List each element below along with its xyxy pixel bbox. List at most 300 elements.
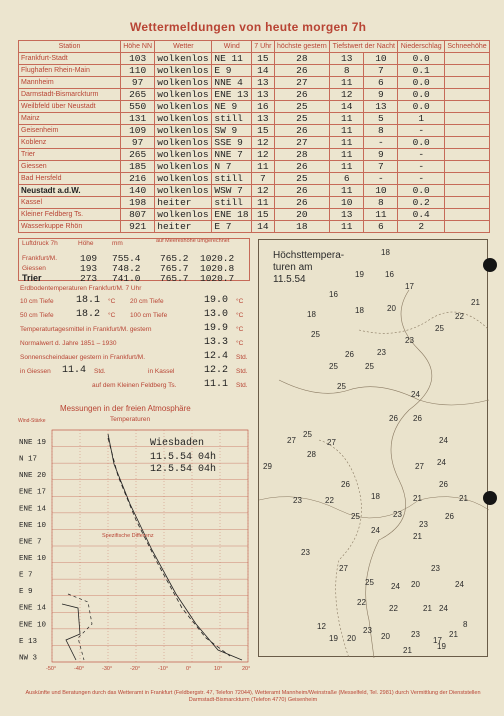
table-row (19, 65, 490, 77)
weather-value: wolkenlos (155, 149, 212, 161)
temp-min: 13 (330, 53, 364, 65)
map-temperature-value: 25 (329, 362, 338, 371)
map-temperature-value: 26 (341, 480, 350, 489)
table-row (19, 113, 490, 125)
precip-value: 0.0 (398, 77, 445, 89)
snow-value (444, 125, 489, 137)
map-temperature-value: 25 (337, 382, 346, 391)
map-temperature-value: 26 (439, 480, 448, 489)
wind-value: SW 9 (212, 125, 252, 137)
map-temperature-value: 25 (365, 362, 374, 371)
station-name: Wasserkuppe Rhön (19, 221, 121, 233)
aero-date-1: 11.5.54 04h (150, 452, 217, 463)
wind-level-label: N 17 (19, 455, 38, 464)
map-temperature-value: 21 (449, 630, 458, 639)
x-tick-label: -20° (130, 666, 141, 672)
table-row (19, 101, 490, 113)
wind-level-label: E 13 (19, 637, 38, 646)
map-temperature-value: 20 (411, 580, 420, 589)
wind-value: NE 9 (212, 101, 252, 113)
giessen-label: in Giessen (20, 368, 51, 375)
temp-7h: 16 (252, 101, 274, 113)
giessen-unit: Std. (94, 368, 106, 375)
precip-value: - (398, 125, 445, 137)
wind-value: still (212, 173, 252, 185)
col-min: Tiefstwert der Nacht (330, 41, 398, 53)
map-temperature-value: 25 (311, 330, 320, 339)
sunshine-value: 12.4 (204, 351, 229, 362)
soil-unit-4: °C (236, 312, 244, 319)
station-name: Trier (19, 149, 121, 161)
map-temperature-value: 23 (301, 548, 310, 557)
station-height: 265 (121, 149, 155, 161)
temp-min: 11 (330, 77, 364, 89)
pressure-sea-mb: 1020.2 (200, 253, 235, 264)
map-temperature-value: 26 (345, 350, 354, 359)
temp-min: 11 (330, 125, 364, 137)
temp-min: 11 (330, 221, 364, 233)
wind-level-label: E 7 (19, 571, 33, 580)
temp-7h: 7 (252, 173, 274, 185)
map-temperature-value: 23 (393, 510, 402, 519)
wind-level-label: ENE 14 (19, 604, 47, 613)
weather-value: wolkenlos (155, 89, 212, 101)
x-tick-label: -30° (102, 666, 113, 672)
map-temperature-value: 24 (439, 436, 448, 445)
map-date: 11.5.54 (273, 274, 306, 285)
temp-min: 12 (330, 89, 364, 101)
aero-title: Messungen in der freien Atmosphäre (60, 404, 191, 413)
map-temperature-value: 21 (413, 532, 422, 541)
pressure-sea-mm: 765.7 (160, 263, 189, 274)
map-temperature-value: 24 (411, 390, 420, 399)
temp-min: 11 (330, 185, 364, 197)
pressure-station: Trier (22, 273, 42, 283)
table-row (19, 161, 490, 173)
temperature-map (258, 239, 488, 657)
pressure-height: 193 (80, 263, 98, 274)
temp-min-ground: 7 (364, 161, 398, 173)
map-temperature-value: 27 (339, 564, 348, 573)
precip-value: 0.0 (398, 89, 445, 101)
snow-value (444, 53, 489, 65)
station-name: Giessen (19, 161, 121, 173)
temp-min-ground: - (364, 137, 398, 149)
pressure-mm: 748.2 (112, 263, 141, 274)
station-height: 109 (121, 125, 155, 137)
weather-value: wolkenlos (155, 161, 212, 173)
weather-value: wolkenlos (155, 173, 212, 185)
wind-value: E 9 (212, 65, 252, 77)
map-temperature-value: 17 (405, 282, 414, 291)
station-height: 921 (121, 221, 155, 233)
pressure-height-header: Höhe (78, 240, 94, 247)
station-name: Weilbfeld über Neustadt (19, 101, 121, 113)
temp-7h: 12 (252, 137, 274, 149)
map-temperature-value: 23 (419, 520, 428, 529)
temp-max: 26 (274, 65, 330, 77)
temp-min: 14 (330, 101, 364, 113)
temp-min-ground: 8 (364, 125, 398, 137)
map-temperature-value: 26 (413, 414, 422, 423)
station-height: 140 (121, 185, 155, 197)
map-temperature-value: 23 (431, 564, 440, 573)
weather-value: wolkenlos (155, 209, 212, 221)
col-snow: Schneehöhe (444, 41, 489, 53)
weather-value: wolkenlos (155, 185, 212, 197)
soil-50cm-label: 50 cm Tiefe (20, 312, 54, 319)
temp-max: 18 (274, 221, 330, 233)
snow-value (444, 173, 489, 185)
weather-value: wolkenlos (155, 65, 212, 77)
temp-max: 28 (274, 149, 330, 161)
table-row (19, 125, 490, 137)
precip-value: 0.4 (398, 209, 445, 221)
feldberg-label: auf dem Kleinen Feldberg Ts. (92, 382, 177, 389)
temp-min-ground: 5 (364, 113, 398, 125)
kassel-label: in Kassel (148, 368, 175, 375)
temp-7h: 15 (252, 209, 274, 221)
normal-unit: °C (236, 340, 244, 347)
soil-10cm-value: 18.1 (76, 295, 101, 306)
diff-line-2 (68, 594, 92, 660)
wind-level-label: NNE 20 (19, 472, 47, 481)
temp-min: 13 (330, 209, 364, 221)
col-max: höchste gestern (274, 41, 330, 53)
temp-min: 11 (330, 113, 364, 125)
map-temperature-value: 24 (391, 582, 400, 591)
wind-level-label: E 9 (19, 588, 33, 597)
temp-min-ground: 13 (364, 101, 398, 113)
snow-value (444, 221, 489, 233)
precip-value: 0.0 (398, 185, 445, 197)
station-height: 265 (121, 89, 155, 101)
station-height: 97 (121, 137, 155, 149)
station-name: Geisenheim (19, 125, 121, 137)
sunshine-unit: Std. (236, 354, 248, 361)
map-temperature-value: 18 (355, 306, 364, 315)
temp-max: 26 (274, 125, 330, 137)
snow-value (444, 113, 489, 125)
map-temperature-value: 20 (381, 632, 390, 641)
precip-value: 0.0 (398, 137, 445, 149)
temp-7h: 11 (252, 161, 274, 173)
table-row (19, 173, 490, 185)
map-temperature-value: 18 (381, 248, 390, 257)
pressure-sea-header: auf Meereshöhe umgerechnet (156, 238, 230, 244)
station-name: Mainz (19, 113, 121, 125)
map-temperature-value: 24 (455, 580, 464, 589)
pressure-mm-header: mm (112, 240, 123, 247)
temp-min-ground: 10 (364, 185, 398, 197)
pressure-mm: 755.4 (112, 253, 141, 264)
station-name: Kassel (19, 197, 121, 209)
pressure-station: Giessen (22, 265, 46, 272)
temp-min-ground: 9 (364, 89, 398, 101)
snow-value (444, 137, 489, 149)
map-temperature-value: 27 (415, 462, 424, 471)
temp-min: 11 (330, 137, 364, 149)
map-temperature-value: 20 (347, 634, 356, 643)
temp-7h: 15 (252, 53, 274, 65)
map-temperature-value: 27 (287, 436, 296, 445)
soil-20cm-label: 20 cm Tiefe (130, 298, 164, 305)
weather-value: wolkenlos (155, 77, 212, 89)
weather-value: heiter (155, 221, 212, 233)
temp-max: 27 (274, 137, 330, 149)
map-temperature-value: 29 (263, 462, 272, 471)
col-station: Station (19, 41, 121, 53)
col-weather: Wetter (155, 41, 212, 53)
temp-max: 25 (274, 101, 330, 113)
wind-value: WSW 7 (212, 185, 252, 197)
weather-value: wolkenlos (155, 137, 212, 149)
aero-date-2: 12.5.54 04h (150, 464, 217, 475)
soil-50cm-value: 18.2 (76, 309, 101, 320)
station-height: 110 (121, 65, 155, 77)
table-row (19, 221, 490, 233)
map-temperature-value: 25 (365, 578, 374, 587)
map-temperature-value: 21 (403, 646, 412, 655)
snow-value (444, 209, 489, 221)
soil-header: Erdbodentemperaturen Frankfurt/M. 7 Uhr (20, 285, 142, 292)
table-row (19, 53, 490, 65)
temp-max: 27 (274, 77, 330, 89)
table-row (19, 77, 490, 89)
kassel-unit: Std. (236, 368, 248, 375)
pressure-sea-mm: 765.7 (160, 273, 189, 284)
station-name: Flughafen Rhein-Main (19, 65, 121, 77)
soil-100cm-label: 100 cm Tiefe (130, 312, 168, 319)
weather-table (18, 40, 490, 233)
weather-value: wolkenlos (155, 125, 212, 137)
station-name: Mannheim (19, 77, 121, 89)
soil-10cm-label: 10 cm Tiefe (20, 298, 54, 305)
temp-7h: 15 (252, 125, 274, 137)
temp-min-ground: 6 (364, 221, 398, 233)
avg-temp-unit: °C (236, 326, 244, 333)
pressure-height: 273 (80, 273, 98, 284)
x-tick-label: 10° (214, 666, 223, 672)
temp-min-ground: 11 (364, 209, 398, 221)
pressure-mm: 741.0 (112, 273, 141, 284)
temp-min: 8 (330, 65, 364, 77)
station-name: Frankfurt-Stadt (19, 53, 121, 65)
map-temperature-value: 25 (303, 430, 312, 439)
table-row (19, 149, 490, 161)
temp-7h: 13 (252, 113, 274, 125)
map-temperature-value: 23 (377, 348, 386, 357)
wind-value: E 7 (212, 221, 252, 233)
temp-min: 11 (330, 161, 364, 173)
col-height: Höhe NN (121, 41, 155, 53)
temp-7h: 13 (252, 89, 274, 101)
wind-value: still (212, 197, 252, 209)
punch-hole-top (483, 258, 497, 272)
station-height: 198 (121, 197, 155, 209)
feldberg-unit: Std. (236, 382, 248, 389)
wind-level-label: ENE 7 (19, 538, 42, 547)
map-temperature-value: 28 (307, 450, 316, 459)
map-temperature-value: 20 (387, 304, 396, 313)
x-tick-label: 0° (186, 666, 192, 672)
normal-value: 13.3 (204, 337, 229, 348)
snow-value (444, 197, 489, 209)
table-row (19, 197, 490, 209)
temp-7h: 11 (252, 197, 274, 209)
temp-min-ground: 6 (364, 77, 398, 89)
temp-min-ground: - (364, 173, 398, 185)
wind-strength-label: Wind-Stärke (18, 418, 46, 424)
map-temperature-value: 25 (351, 512, 360, 521)
map-temperature-value: 21 (459, 494, 468, 503)
x-tick-label: 20° (242, 666, 250, 672)
table-row (19, 209, 490, 221)
col-precip: Niederschlag (398, 41, 445, 53)
wind-level-label: ENE 17 (19, 488, 47, 497)
snow-value (444, 101, 489, 113)
map-borders (259, 240, 489, 658)
col-wind: Wind (212, 41, 252, 53)
precip-value: 0.2 (398, 197, 445, 209)
punch-hole-bottom (483, 491, 497, 505)
map-temperature-value: 23 (405, 336, 414, 345)
kassel-value: 12.2 (204, 365, 229, 376)
temp-min-ground: 10 (364, 53, 398, 65)
temp-max: 26 (274, 185, 330, 197)
wind-value: N 7 (212, 161, 252, 173)
table-row (19, 137, 490, 149)
weather-value: wolkenlos (155, 101, 212, 113)
aero-legend: Spezifische Differenz (102, 533, 154, 539)
footer-note: Auskünfte und Beratungen durch das Wetteramt in Frankfurt (Feldbergstr. 47, Telefon 72044), Wetteramt Mannheim/Weinstraße (Messelfeld, Tel. 2981) durch Vermittlung der Dienststellen Darmstadt-Bismarckturm (Telefon 4770) Geisenheim (25, 690, 481, 703)
soil-100cm-value: 13.0 (204, 309, 229, 320)
sunshine-label: Sonnenscheindauer gestern in Frankfurt/M. (20, 354, 146, 361)
snow-value (444, 185, 489, 197)
temp-7h: 14 (252, 221, 274, 233)
feldberg-value: 11.1 (204, 379, 229, 390)
map-temperature-value: 24 (439, 604, 448, 613)
map-title-2: turen am (273, 262, 313, 273)
soil-unit-3: °C (108, 312, 116, 319)
wind-value: NNE 7 (212, 149, 252, 161)
wind-value: NNE 4 (212, 77, 252, 89)
precip-value: 0.0 (398, 101, 445, 113)
station-height: 807 (121, 209, 155, 221)
temp-max: 20 (274, 209, 330, 221)
station-name: Neustadt a.d.W. (19, 185, 121, 197)
map-temperature-value: 18 (307, 310, 316, 319)
weather-value: wolkenlos (155, 53, 212, 65)
precip-value: 0.0 (398, 53, 445, 65)
map-temperature-value: 19 (329, 634, 338, 643)
temp-min: 11 (330, 149, 364, 161)
wind-level-label: ENE 14 (19, 505, 47, 514)
wind-value: NE 11 (212, 53, 252, 65)
temp-max: 26 (274, 197, 330, 209)
map-temperature-value: 17 (433, 636, 442, 645)
temp-7h: 12 (252, 185, 274, 197)
pressure-sea-mm: 765.2 (160, 253, 189, 264)
temp-max: 25 (274, 173, 330, 185)
temp-max: 26 (274, 161, 330, 173)
map-temperature-value: 21 (471, 298, 480, 307)
temp-7h: 12 (252, 149, 274, 161)
map-temperature-value: 21 (413, 494, 422, 503)
map-temperature-value: 22 (325, 496, 334, 505)
precip-value: - (398, 149, 445, 161)
wind-value: still (212, 113, 252, 125)
map-temperature-value: 24 (437, 458, 446, 467)
temp-min: 10 (330, 197, 364, 209)
pressure-height: 109 (80, 253, 98, 264)
map-temperature-value: 23 (293, 496, 302, 505)
map-temperature-value: 19 (355, 270, 364, 279)
temp-max: 26 (274, 89, 330, 101)
station-height: 97 (121, 77, 155, 89)
map-temperature-value: 26 (389, 414, 398, 423)
map-temperature-value: 21 (423, 604, 432, 613)
snow-value (444, 65, 489, 77)
avg-temp-label: Temperaturtagesmittel in Frankfurt/M. gestern (20, 326, 152, 333)
soil-unit-1: °C (108, 298, 116, 305)
station-height: 185 (121, 161, 155, 173)
temp-min: 6 (330, 173, 364, 185)
map-temperature-value: 16 (329, 290, 338, 299)
map-temperature-value: 16 (385, 270, 394, 279)
map-temperature-value: 8 (463, 620, 468, 629)
temp-min-ground: 8 (364, 197, 398, 209)
map-temperature-value: 22 (357, 598, 366, 607)
map-temperature-value: 23 (411, 630, 420, 639)
wind-level-label: NNE 19 (19, 439, 47, 447)
precip-value: - (398, 173, 445, 185)
wind-level-label: ENE 10 (19, 521, 47, 530)
pressure-sea-mb: 1020.8 (200, 263, 235, 274)
pressure-header: Luftdruck 7h (22, 240, 58, 247)
precip-value: 1 (398, 113, 445, 125)
precip-value: 2 (398, 221, 445, 233)
wind-level-label: ENE 10 (19, 555, 47, 563)
precip-value: 0.1 (398, 65, 445, 77)
station-height: 131 (121, 113, 155, 125)
wind-value: ENE 13 (212, 89, 252, 101)
map-temperature-value: 24 (371, 526, 380, 535)
pressure-sea-mb: 1020.7 (200, 273, 235, 284)
pressure-station: Frankfurt/M. (22, 255, 58, 262)
snow-value (444, 161, 489, 173)
avg-temp-value: 19.9 (204, 323, 229, 334)
map-temperature-value: 22 (455, 312, 464, 321)
station-name: Kleiner Feldberg Ts. (19, 209, 121, 221)
map-temperature-value: 18 (371, 492, 380, 501)
temp-7h: 13 (252, 77, 274, 89)
soil-unit-2: °C (236, 298, 244, 305)
normal-label: Normalwert d. Jahre 1851 – 1930 (20, 340, 117, 347)
table-row (19, 185, 490, 197)
temp-7h: 14 (252, 65, 274, 77)
wind-value: SSE 9 (212, 137, 252, 149)
station-height: 550 (121, 101, 155, 113)
wind-level-label: ENE 10 (19, 621, 47, 630)
giessen-value: 11.4 (62, 365, 87, 376)
temp-max: 25 (274, 113, 330, 125)
temp-min-ground: 9 (364, 149, 398, 161)
soil-20cm-value: 19.0 (204, 295, 229, 306)
station-name: Bad Hersfeld (19, 173, 121, 185)
wind-value: ENE 18 (212, 209, 252, 221)
station-name: Darmstadt-Bismarckturm (19, 89, 121, 101)
